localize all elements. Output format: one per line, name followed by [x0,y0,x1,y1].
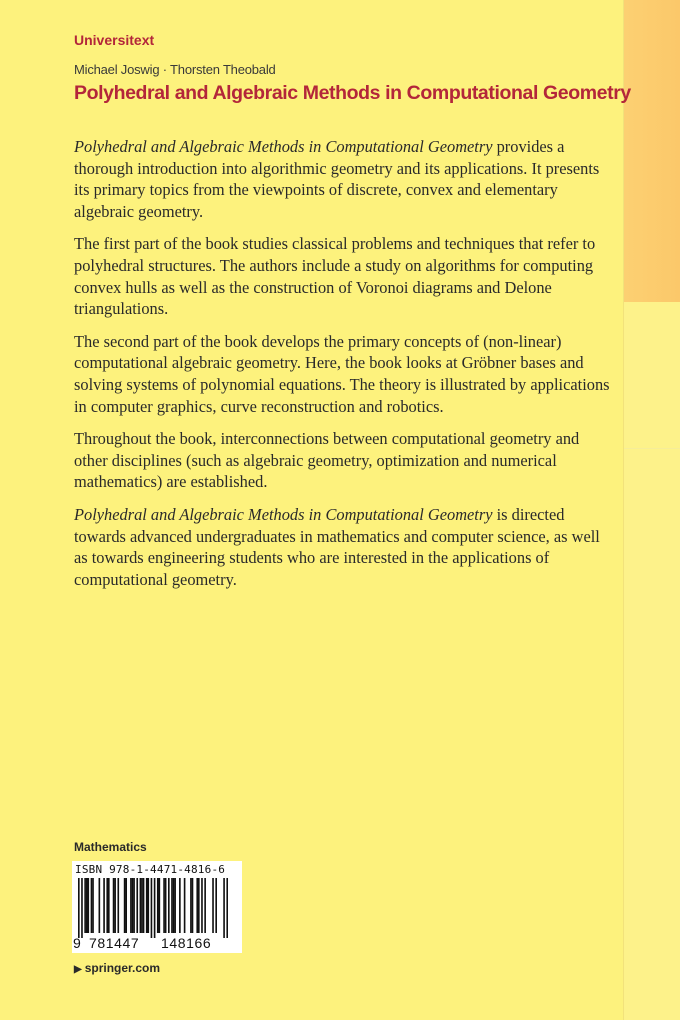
barcode-bar [151,878,153,938]
barcode-bar [81,878,83,938]
authors: Michael Joswig · Thorsten Theobald [74,62,276,77]
barcode-bar [130,878,132,933]
barcode-bars [78,878,228,938]
barcode-bar [165,878,167,933]
barcode-bar [133,878,135,933]
subject-label: Mathematics [74,840,147,854]
barcode-bar [84,878,86,933]
barcode-bar [132,878,134,933]
paragraph-text: Throughout the book, interconnections between computational geometry and other disciplines (such as algebraic geometry, optimization and numerical mathematics) are established. [74,429,580,492]
description-paragraph-4 [74,428,614,493]
ean-left-group: 781447 [89,935,140,951]
barcode-bar [114,878,116,933]
barcode-bar [157,878,159,933]
barcode-bar [99,878,101,933]
barcode-bar [141,878,143,933]
barcode-bar [87,878,89,933]
barcode-bar [212,878,214,933]
barcode-bar [179,878,181,933]
series-name: Universitext [74,32,155,48]
isbn-barcode [72,861,242,953]
barcode-bar [174,878,176,933]
ean-right-group: 148166 [161,935,212,951]
barcode-bar [92,878,94,933]
barcode-bar [103,878,105,933]
barcode-bar [196,878,198,933]
barcode-bar [124,878,126,933]
orange-accent-band [624,0,680,302]
description [74,136,614,601]
barcode-bar [171,878,173,933]
barcode-bar [192,878,194,933]
barcode-bar [91,878,93,933]
barcode-bar [163,878,165,933]
barcode-bar [204,878,206,933]
barcode-bar [190,878,192,933]
barcode-bar [154,878,156,938]
barcode-bar [184,878,186,933]
isbn-label: ISBN 978-1-4471-4816-6 [75,863,226,876]
barcode-bar [159,878,161,933]
arrow-icon: ▶ [74,964,82,975]
paragraph-text: provides a thorough introduction into algorithmic geometry and its applications. It presents its primary topics from the viewpoints of discrete, convex and elementary algebraic geometry. [74,137,600,221]
paragraph-text: The second part of the book develops the primary concepts of (non-linear) computational algebraic geometry. Here, the book looks at Gröbner bases and solving systems of polynomial equations. The theory is illustrated by applications in computer graphics, curve reconstruction and robotics. [74,331,610,416]
description-paragraph-2 [74,233,614,319]
ean-first-digit: 9 [73,935,81,951]
barcode-bar [106,878,108,933]
barcode-bar [147,878,149,933]
barcode-bar [108,878,110,933]
barcode-bar [198,878,200,933]
barcode-bar [125,878,127,933]
band-divider [624,448,680,449]
barcode-bar [86,878,88,933]
barcode-bar [201,878,203,933]
barcode-bar [223,878,225,938]
description-paragraph-3 [74,331,614,417]
barcode-bar [113,878,115,933]
publisher-link[interactable] [74,961,160,975]
publisher-url: springer.com [84,961,161,975]
barcode-bar [117,878,119,933]
barcode-bar [146,878,148,933]
italic-title: Polyhedral and Algebraic Methods in Computational Geometry [74,504,493,524]
barcode-bar [168,878,170,933]
book-title: Polyhedral and Algebraic Methods in Computational Geometry [74,82,631,104]
barcode-bar [140,878,142,933]
barcode-bar [215,878,217,933]
italic-title: Polyhedral and Algebraic Methods in Computational Geometry [74,137,493,156]
description-paragraph-1 [74,136,614,222]
description-paragraph-5 [74,504,614,590]
barcode-bar [143,878,145,933]
barcode-bar [136,878,138,933]
barcode-bar [226,878,228,938]
barcode-bar [78,878,80,938]
paragraph-text: The first part of the book studies classical problems and techniques that refer to polyhedral structures. The authors include a study on algorithms for computing convex hulls as well as the construction of Voronoi diagrams and Delone triangulations. [74,234,596,319]
barcode-bar [173,878,175,933]
paragraph-text: is directed towards advanced undergraduates in mathematics and computer science, as well as towards engineering students who are interested in the applications of computational geometry. [74,504,600,589]
